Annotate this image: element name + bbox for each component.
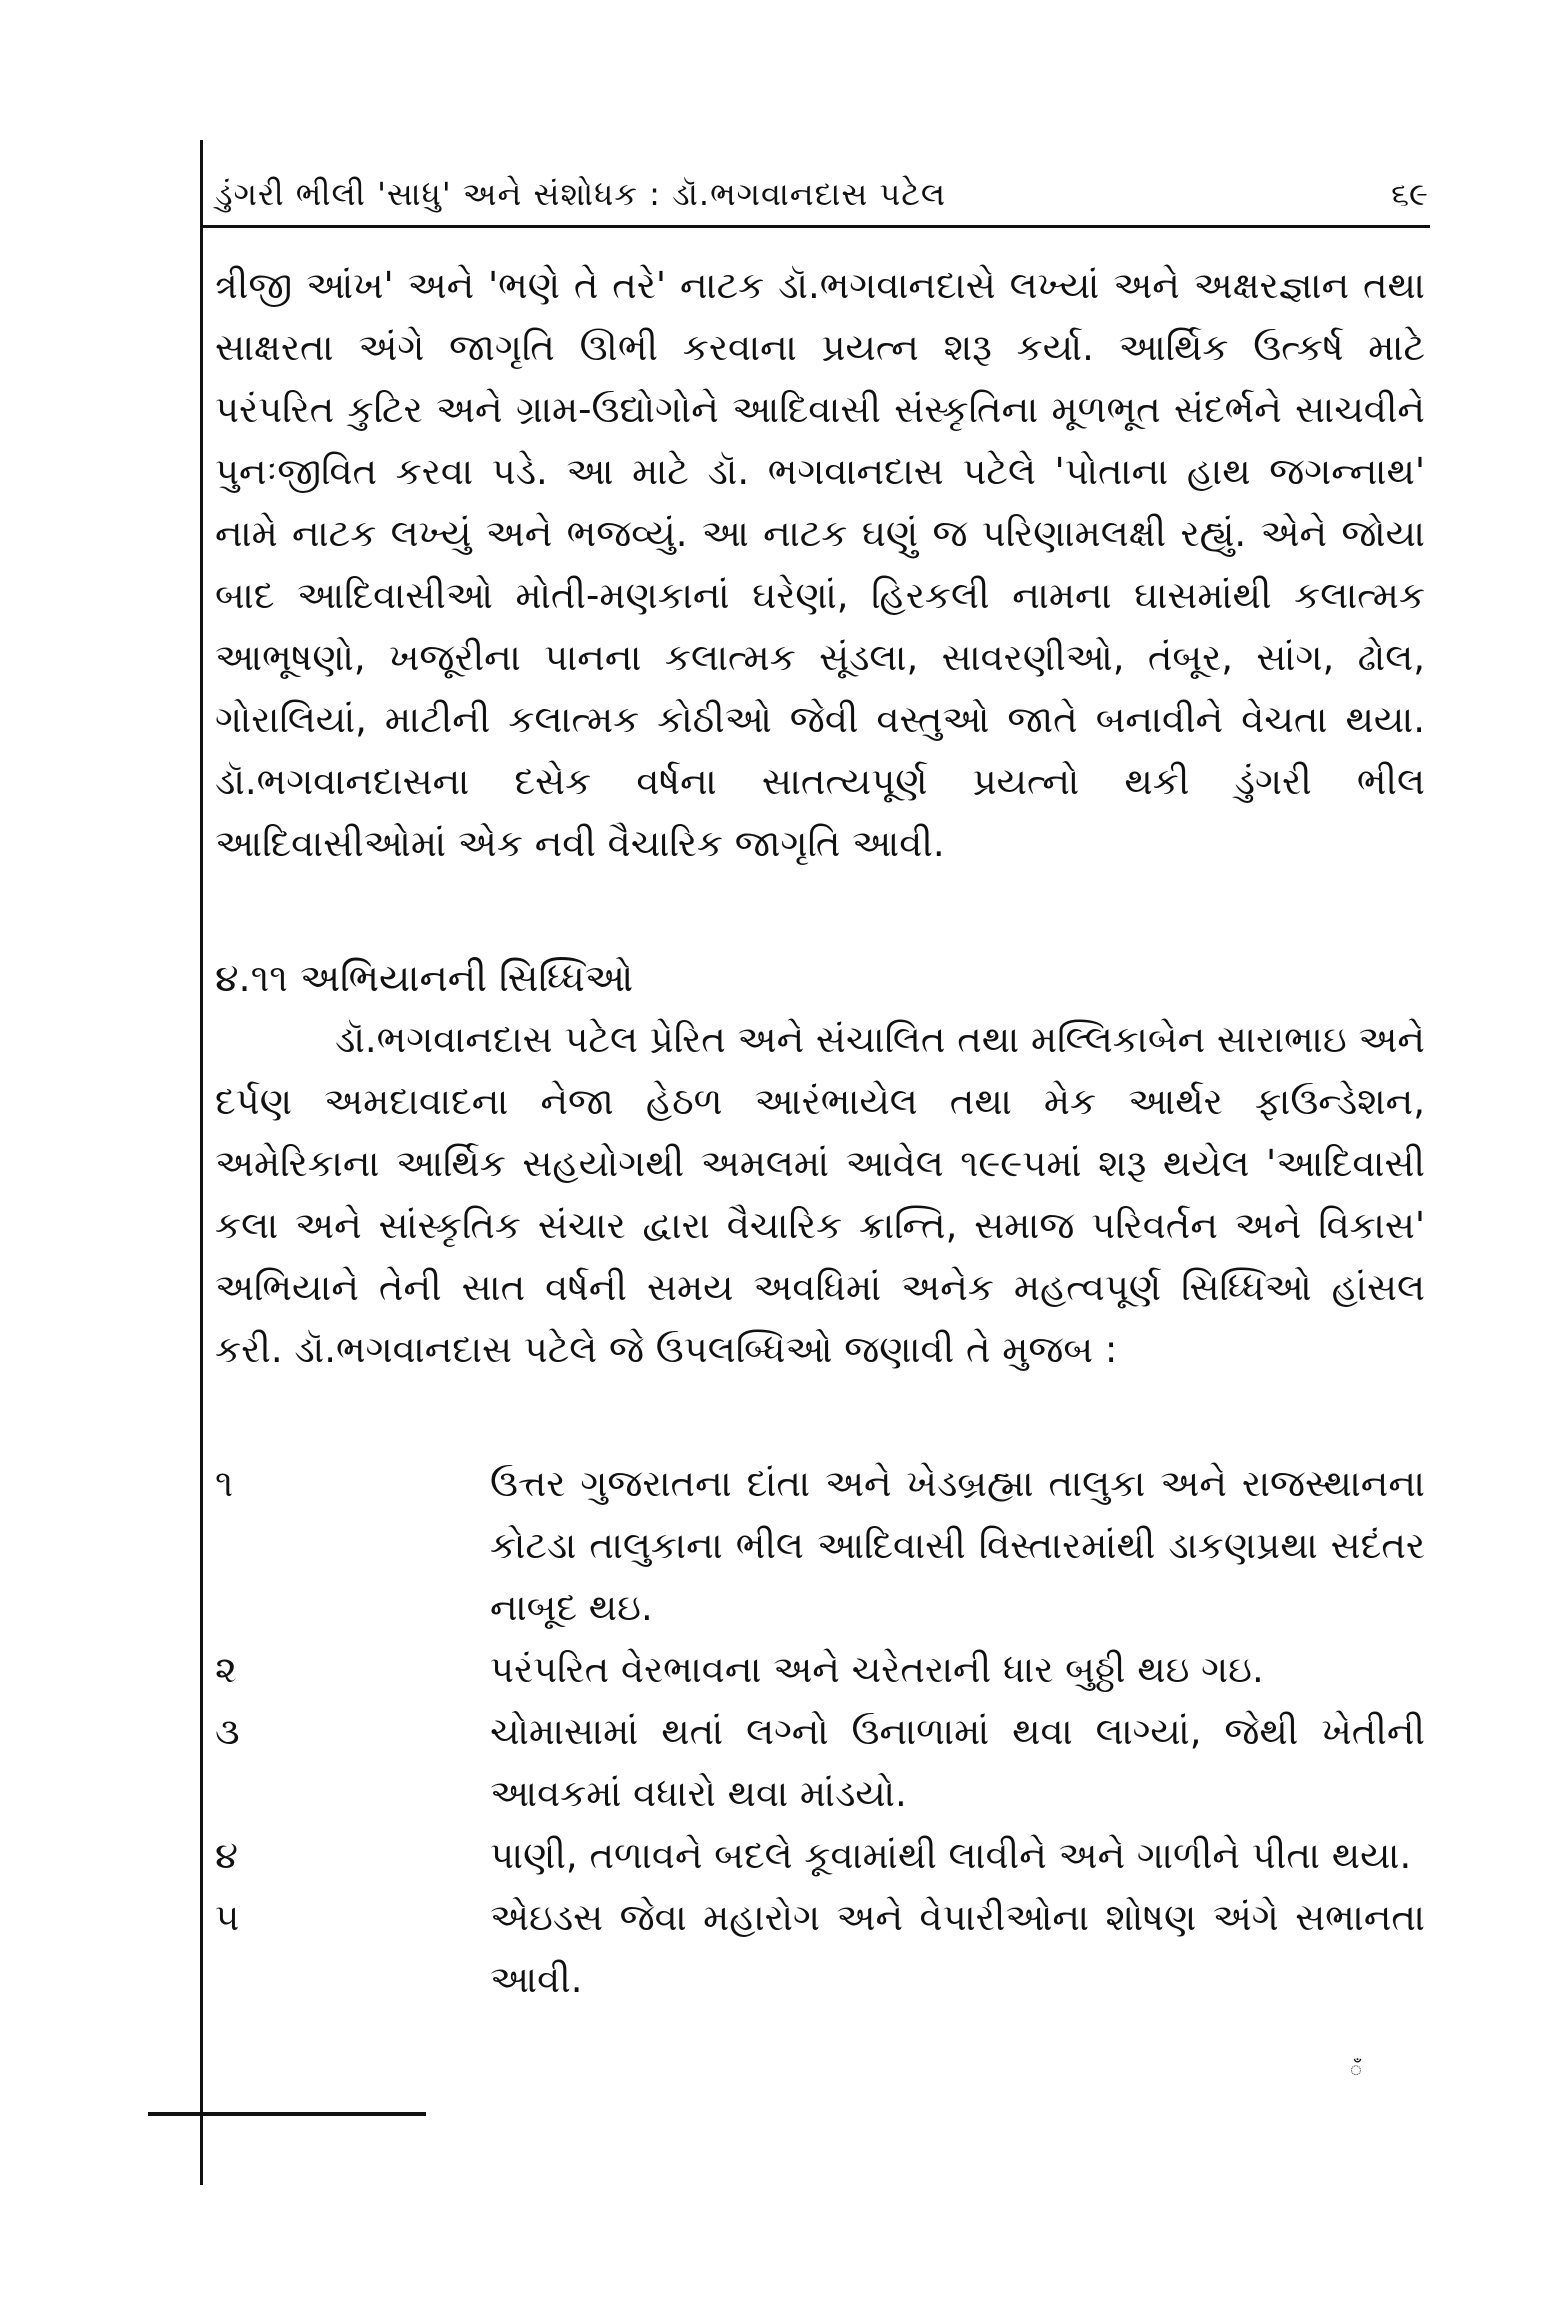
list-item <box>215 1825 1425 1887</box>
achievements-list <box>215 1453 1425 2011</box>
list-item-number: ૩ <box>215 1710 240 1753</box>
header-rule <box>200 225 1430 228</box>
running-header: ડુંગરી ભીલી 'સાધુ' અને સંશોધક : ડૉ.ભગવાનદાસ પટેલ <box>215 175 947 213</box>
paragraph: ત્રીજી આંખ' અને 'ભણે તે તરે' નાટક ડૉ.ભગવાનદાસે લખ્યાં અને અક્ષરજ્ઞાન તથા સાક્ષરતા અંગે જાગૃતિ ઊભી કરવાના પ્રયત્ન શરૂ કર્યા. આર્થિક ઉત્કર્ષ માટે પરંપરિત કુટિર અને ગ્રામ-ઉદ્યોગોને આદિવાસી સંસ્કૃતિના મૂળભૂત સંદર્ભને સાચવીને પુનઃજીવિત કરવા પડે. આ માટે ડૉ. ભગવાનદાસ પટેલે 'પોતાના હાથ જગન્નાથ' નામે નાટક લખ્યું અને ભજવ્યું. આ નાટક ઘણું જ પરિણામલક્ષી રહ્યું. એને જોયા બાદ આદિવાસીઓ મોતી-મણકાનાં ઘરેણાં, હિરકલી નામના ઘાસમાંથી કલાત્મક આભૂષણો, ખજૂરીના પાનના કલાત્મક સૂંડલા, સાવરણીઓ, તંબૂર, સાંગ, ઢોલ, ગોરાલિયાં, માટીની કલાત્મક કોઠીઓ જેવી વસ્તુઓ જાતે બનાવીને વેચતા થયા. ડૉ.ભગવાનદાસના દસેક વર્ષના સાતત્યપૂર્ણ પ્રયત્નો થકી ડુંગરી ભીલ આદિવાસીઓમાં એક નવી વૈચારિક જાગૃતિ આવી. <box>215 264 1425 865</box>
list-item-text: ચોમાસામાં થતાં લગ્નો ઉનાળામાં થવા લાગ્યાં, જેથી ખેતીની આવકમાં વધારો થવા માંડયો. <box>490 1710 1425 1815</box>
paragraph: ડૉ.ભગવાનદાસ પટેલ પ્રેરિત અને સંચાલિત તથા મલ્લિકાબેન સારાભાઇ અને દર્પણ અમદાવાદના નેજા હેઠળ આરંભાયેલ તથા મેક આર્થર ફાઉન્ડેશન, અમેરિકાના આર્થિક સહયોગથી અમલમાં આવેલ ૧૯૯૫માં શરૂ થયેલ 'આદિવાસી કલા અને સાંસ્કૃતિક સંચાર દ્વારા વૈચારિક ક્રાન્તિ, સમાજ પરિવર્તન અને વિકાસ' અભિયાને તેની સાત વર્ષની સમય અવધિમાં અનેક મહત્વપૂર્ણ સિધ્ધિઓ હાંસલ કરી. ડૉ.ભગવાનદાસ પટેલે જે ઉપલબ્ધિઓ જણાવી તે મુજબ : <box>215 1018 1425 1371</box>
list-item-text: એઇડસ જેવા મહારોગ અને વેપારીઓના શોષણ અંગે સભાનતા આવી. <box>490 1896 1425 2001</box>
footer-rule <box>148 2112 426 2116</box>
page-number: ૬૯ <box>1391 175 1428 213</box>
section-heading: ૪.૧૧ અભિયાનની સિધ્ધિઓ <box>215 956 634 1000</box>
list-item <box>215 1639 1425 1701</box>
list-item-number: ૧ <box>215 1462 234 1505</box>
list-item-number: ૪ <box>215 1834 238 1877</box>
list-item-text: પરંપરિત વેરભાવના અને ચરેતરાની ધાર બુઠ્ઠી થઇ ગઇ. <box>490 1648 1264 1691</box>
list-item-text: પાણી, તળાવને બદલે કૂવામાંથી લાવીને અને ગાળીને પીતા થયા. <box>490 1834 1412 1877</box>
list-item <box>215 1701 1425 1825</box>
left-margin-rule <box>200 140 203 2185</box>
page-body <box>215 255 1425 2011</box>
list-item <box>215 1887 1425 2011</box>
list-item-text: ઉત્તર ગુજરાતના દાંતા અને ખેડબ્રહ્મા તાલુકા અને રાજસ્થાનના કોટડા તાલુકાના ભીલ આદિવાસી વિસ્તારમાંથી ડાકણપ્રથા સદંતર નાબૂદ થઇ. <box>490 1462 1425 1629</box>
list-item-number: ૨ <box>215 1648 237 1691</box>
list-item-number: ૫ <box>215 1896 240 1939</box>
list-item <box>215 1453 1425 1639</box>
stray-print-mark: ँ <box>1350 2057 1362 2081</box>
